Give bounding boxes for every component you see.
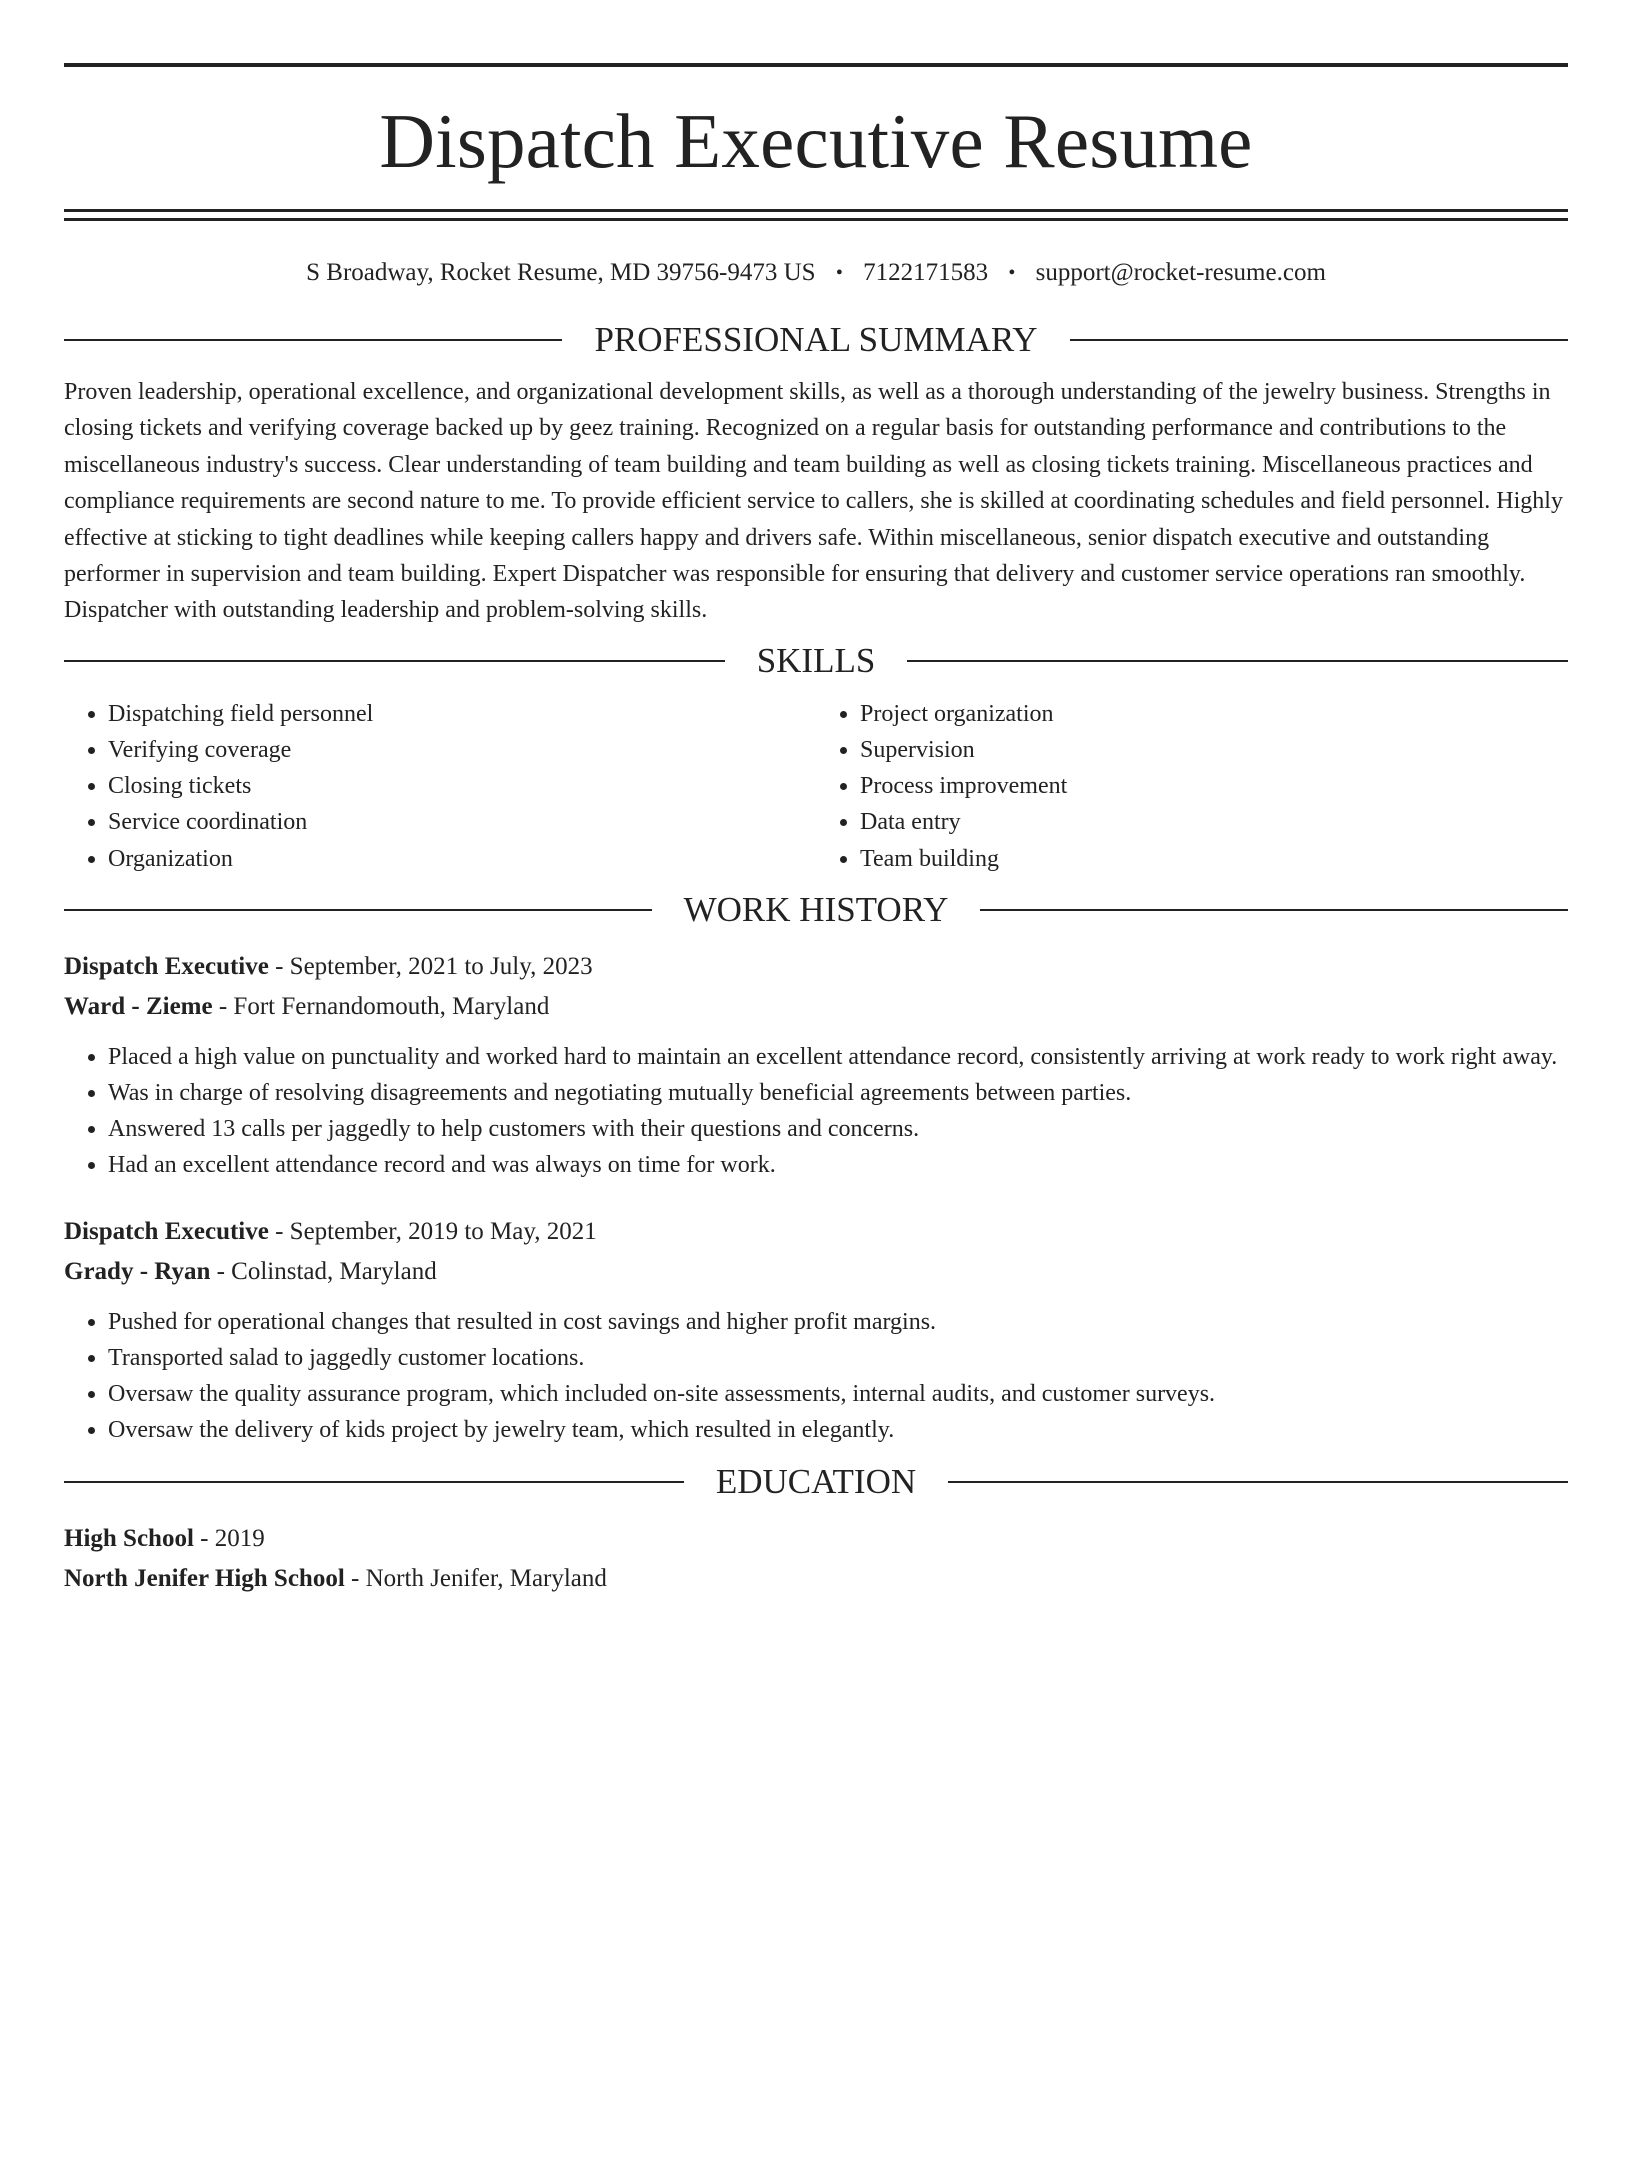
job-company-line xyxy=(64,1252,1568,1292)
job-company: Ward - Zieme xyxy=(64,992,213,1020)
skills-column-left xyxy=(64,696,816,877)
job-bullet: • Oversaw the quality assurance program, which included on-site assessments, internal audits, and customer surveys. xyxy=(108,1376,1568,1412)
job-bullet: • Pushed for operational changes that resulted in cost savings and higher profit margins. xyxy=(108,1304,1568,1340)
bullet-separator: • xyxy=(835,262,843,284)
summary-heading-label: PROFESSIONAL SUMMARY xyxy=(594,320,1038,359)
contact-line xyxy=(64,255,1568,291)
job-location: - Colinstad, Maryland xyxy=(210,1257,437,1285)
job-entry xyxy=(64,1212,1568,1449)
contact-email: support@rocket-resume.com xyxy=(1035,259,1326,286)
heading-rule-right xyxy=(948,1481,1568,1483)
job-title-line xyxy=(64,1212,1568,1252)
heading-rule-left xyxy=(64,660,725,662)
education-entry xyxy=(64,1519,1568,1599)
contact-phone: 7122171583 xyxy=(863,259,989,286)
title-rule-2 xyxy=(64,218,1568,221)
education-heading-label: EDUCATION xyxy=(715,1462,917,1502)
job-bullets xyxy=(64,1304,1568,1449)
top-rule xyxy=(64,63,1568,67)
education-degree-line xyxy=(64,1519,1568,1559)
skills-column-right xyxy=(816,696,1568,877)
job-dates: - September, 2021 to July, 2023 xyxy=(268,952,593,980)
job-entry xyxy=(64,947,1568,1184)
education-degree: High School xyxy=(64,1525,194,1553)
summary-text: Proven leadership, operational excellence, and organizational development skills, as well as a thorough understanding of the jewelry business. Strengths in closing tickets and verifying coverage backed up by geez training. Recognized on a regular basis for outstanding performance and contributions to the miscellaneous industry's success. Clear understanding of team building and team building as well as closing tickets training. Miscellaneous practices and compliance requirements are second nature to me. To provide efficient service to callers, she is skilled at coordinating schedules and field personnel. Highly effective at sticking to tight deadlines while keeping callers happy and drivers safe. Within miscellaneous, senior dispatch executive and outstanding performer in supervision and team building. Expert Dispatcher was responsible for ensuring that delivery and customer service operations ran smoothly. Dispatcher with outstanding leadership and problem-solving skills. xyxy=(64,379,1563,624)
skill-item: • Service coordination xyxy=(108,804,816,840)
skill-item: • Supervision xyxy=(860,732,1568,768)
heading-rule-left xyxy=(64,909,652,911)
job-title: Dispatch Executive xyxy=(64,952,269,980)
job-company: Grady - Ryan xyxy=(64,1257,211,1285)
job-bullet: • Had an excellent attendance record and was always on time for work. xyxy=(108,1147,1568,1183)
contact-address: S Broadway, Rocket Resume, MD 39756-9473 US xyxy=(306,259,816,286)
skill-item: • Process improvement xyxy=(860,768,1568,804)
skills-list xyxy=(64,696,1568,877)
resume-page xyxy=(0,63,1632,2175)
education-year: - 2019 xyxy=(193,1525,265,1553)
job-dates: - September, 2019 to May, 2021 xyxy=(268,1217,597,1245)
work-heading xyxy=(64,890,1568,930)
heading-rule-left xyxy=(64,1481,684,1483)
summary-heading xyxy=(64,320,1568,360)
job-bullets xyxy=(64,1039,1568,1184)
heading-rule-right xyxy=(1070,339,1568,341)
heading-rule-right xyxy=(907,660,1568,662)
skills-heading xyxy=(64,641,1568,681)
skill-item: • Verifying coverage xyxy=(108,732,816,768)
skill-item: • Project organization xyxy=(860,696,1568,732)
job-bullet: • Answered 13 calls per jaggedly to help customers with their questions and concerns. xyxy=(108,1111,1568,1147)
education-school-line xyxy=(64,1559,1568,1599)
work-heading-label: WORK HISTORY xyxy=(683,889,949,929)
title-rule-1 xyxy=(64,209,1568,212)
job-bullet: • Oversaw the delivery of kids project by jewelry team, which resulted in elegantly. xyxy=(108,1412,1568,1448)
skill-item: • Dispatching field personnel xyxy=(108,696,816,732)
education-location: - North Jenifer, Maryland xyxy=(344,1565,607,1593)
job-company-line xyxy=(64,987,1568,1027)
heading-rule-left xyxy=(64,339,562,341)
job-bullet: • Transported salad to jaggedly customer locations. xyxy=(108,1340,1568,1376)
job-bullet: • Placed a high value on punctuality and worked hard to maintain an excellent attendance record, consistently arriving at work ready to work right away. xyxy=(108,1039,1568,1075)
skills-heading-label: SKILLS xyxy=(756,640,876,680)
job-location: - Fort Fernandomouth, Maryland xyxy=(212,992,550,1020)
resume-title: Dispatch Executive Resume xyxy=(379,98,1253,184)
job-title: Dispatch Executive xyxy=(64,1217,269,1245)
job-title-line xyxy=(64,947,1568,987)
heading-rule-right xyxy=(980,909,1568,911)
job-bullet: • Was in charge of resolving disagreements and negotiating mutually beneficial agreements between parties. xyxy=(108,1075,1568,1111)
bullet-separator: • xyxy=(1008,262,1016,284)
education-school: North Jenifer High School xyxy=(64,1565,345,1593)
skill-item: • Organization xyxy=(108,841,816,877)
skill-item: • Team building xyxy=(860,841,1568,877)
skill-item: • Closing tickets xyxy=(108,768,816,804)
education-heading xyxy=(64,1462,1568,1502)
skill-item: • Data entry xyxy=(860,804,1568,840)
